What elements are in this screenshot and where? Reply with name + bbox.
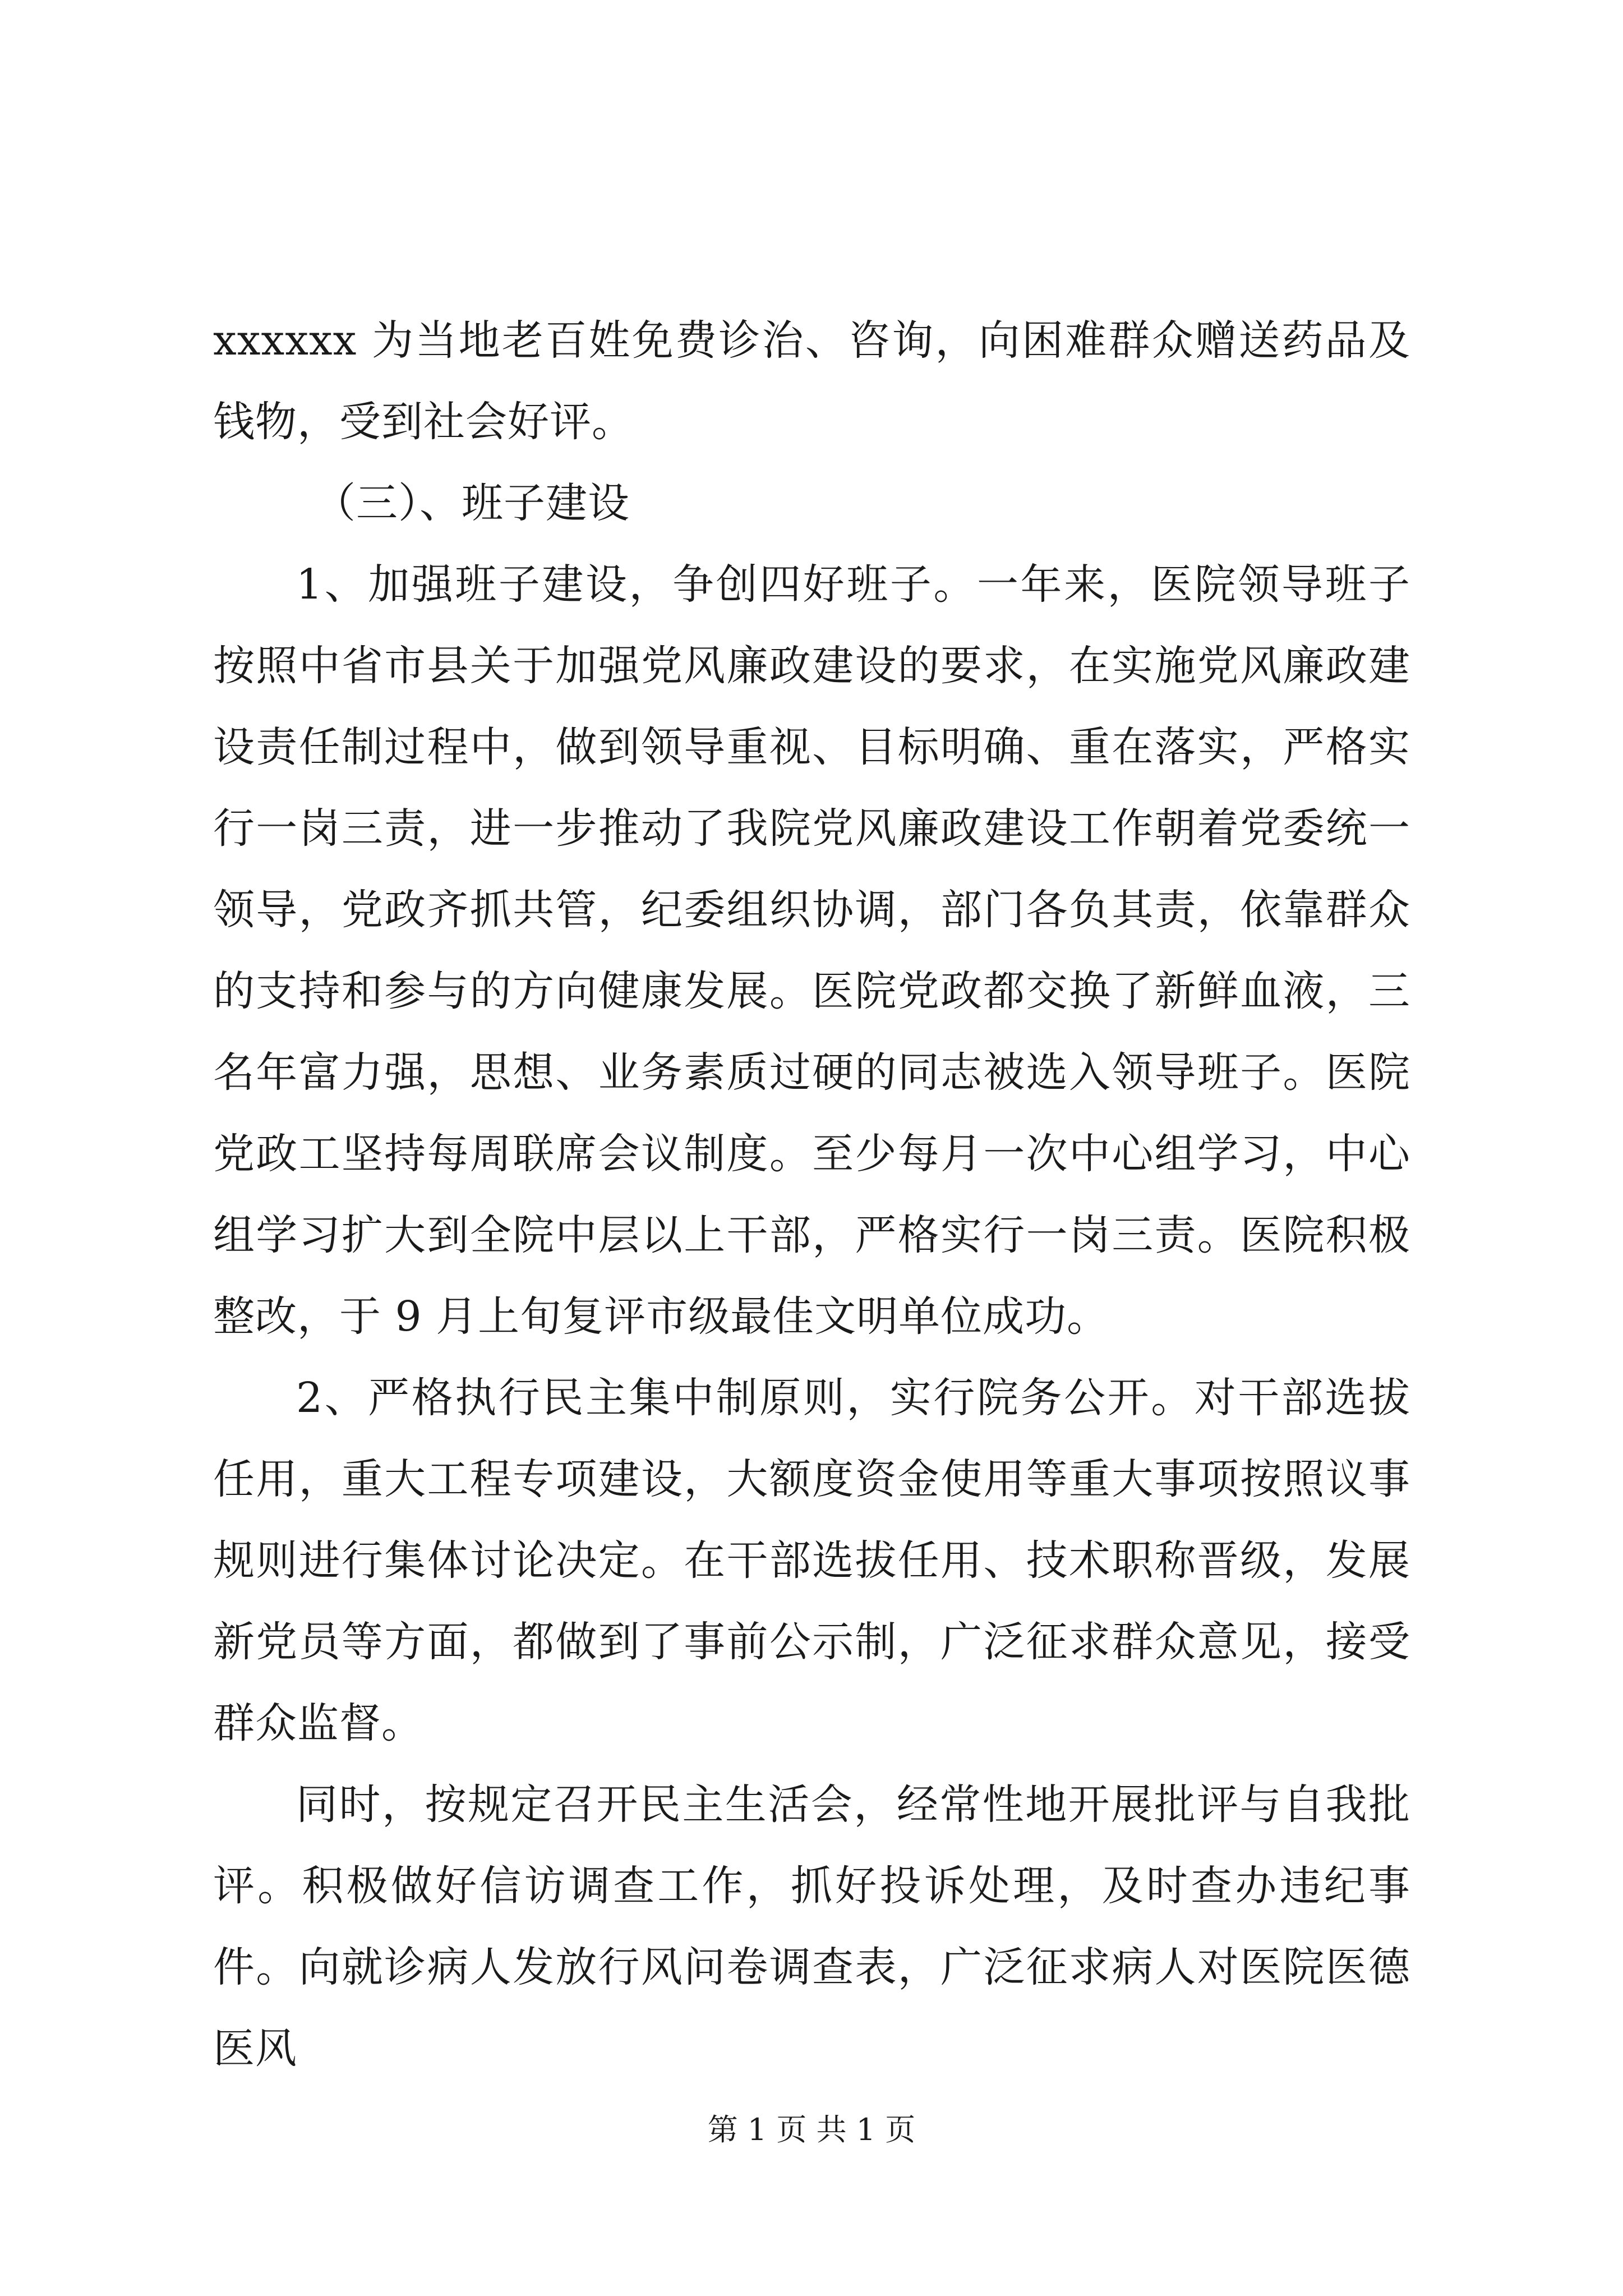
- document-body: [213, 300, 1410, 2090]
- paragraph-democratic-centralism: 2、严格执行民主集中制原则，实行院务公开。对干部选拔任用，重大工程专项建设，大额度资金使用等重大事项按照议事规则进行集体讨论决定。在干部选拔任用、技术职称晋级，发展新党员等方面，都做到了事前公示制，广泛征求群众意见，接受群众监督。: [213, 1374, 1410, 1747]
- paragraph-democratic-life: 同时，按规定召开民主生活会，经常性地开展批评与自我批评。积极做好信访调查工作，抓好投诉处理，及时查办违纪事件。向就诊病人发放行风问卷调查表，广泛征求病人对医院医德医风: [213, 1780, 1410, 2073]
- page-number-footer: 第 1 页 共 1 页: [707, 2112, 916, 2147]
- paragraph-continuation: xxxxxx 为当地老百姓免费诊治、咨询，向困难群众赠送药品及钱物，受到社会好评。: [213, 316, 1410, 446]
- paragraph-team-building: 1、加强班子建设，争创四好班子。一年来，医院领导班子按照中省市县关于加强党风廉政建设的要求，在实施党风廉政建设责任制过程中，做到领导重视、目标明确、重在落实，严格实行一岗三责，进一步推动了我院党风廉政建设工作朝着党委统一领导，党政齐抓共管，纪委组织协调，部门各负其责，依靠群众的支持和参与的方向健康发展。医院党政都交换了新鲜血液，三名年富力强，思想、业务素质过硬的同志被选入领导班子。医院党政工坚持每周联席会议制度。至少每月一次中心组学习，中心组学习扩大到全院中层以上干部，严格实行一岗三责。医院积极整改，于 9 月上旬复评市级最佳文明单位成功。: [213, 560, 1410, 1341]
- section-heading: （三）、班子建设: [314, 479, 630, 527]
